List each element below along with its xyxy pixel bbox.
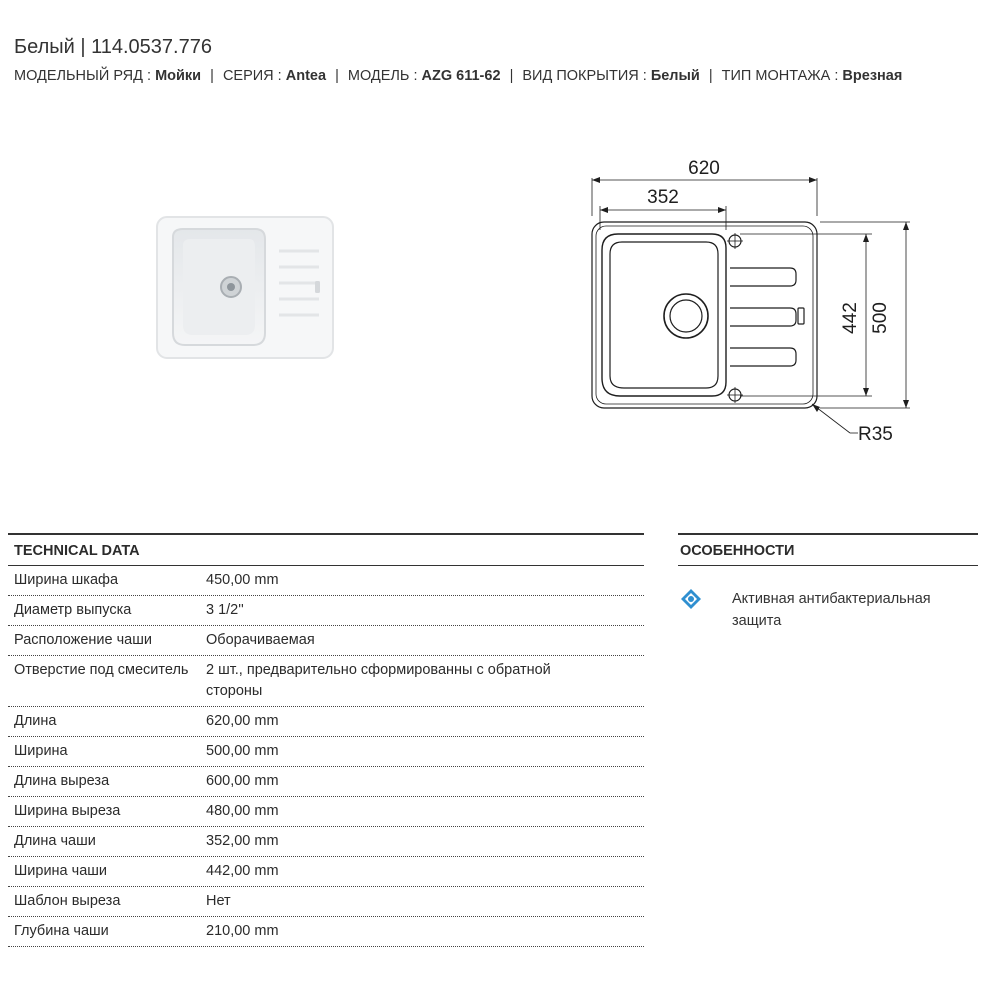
spec-value: 3 1/2'' bbox=[206, 602, 244, 618]
table-row bbox=[8, 917, 644, 947]
meta-value: Белый bbox=[650, 68, 700, 84]
meta-label: МОДЕЛЬНЫЙ РЯД : bbox=[14, 68, 152, 84]
spec-label: Ширина чаши bbox=[14, 863, 108, 879]
table-row bbox=[8, 656, 644, 707]
spec-value: 500,00 mm bbox=[206, 743, 279, 759]
table-row bbox=[8, 566, 644, 596]
feature-text: Активная антибактериальная защита bbox=[732, 591, 931, 629]
spec-value: 480,00 mm bbox=[206, 803, 279, 819]
table-row bbox=[8, 767, 644, 797]
features-panel bbox=[678, 533, 978, 632]
dimension-overall-width: 620 bbox=[688, 158, 720, 179]
dimension-overall-depth: 500 bbox=[870, 302, 891, 334]
table-row bbox=[8, 857, 644, 887]
features-heading: ОСОБЕННОСТИ bbox=[678, 533, 978, 566]
dimension-radius: R35 bbox=[858, 424, 893, 445]
dimension-bowl-depth: 442 bbox=[840, 302, 861, 334]
spec-value: 620,00 mm bbox=[206, 713, 279, 729]
spec-value: 600,00 mm bbox=[206, 773, 279, 789]
meta-value: Врезная bbox=[842, 68, 903, 84]
spec-value: 2 шт., предварительно сформированны с обратной стороны bbox=[206, 662, 551, 699]
meta-label: ТИП МОНТАЖА : bbox=[721, 68, 839, 84]
table-row bbox=[8, 737, 644, 767]
page-title: Белый | 114.0537.776 bbox=[14, 36, 212, 58]
meta-separator: | bbox=[708, 68, 713, 84]
table-row bbox=[8, 596, 644, 626]
spec-label: Ширина выреза bbox=[14, 803, 121, 819]
spec-value: 450,00 mm bbox=[206, 572, 279, 588]
dimension-bowl-width: 352 bbox=[647, 187, 679, 208]
meta-separator: | bbox=[210, 68, 214, 84]
meta-value: Мойки bbox=[155, 68, 202, 84]
spec-label: Длина чаши bbox=[14, 833, 96, 849]
spec-label: Шаблон выреза bbox=[14, 893, 121, 909]
sink-photo bbox=[155, 215, 335, 360]
technical-data-table bbox=[8, 533, 644, 947]
product-meta bbox=[14, 68, 902, 84]
spec-label: Длина выреза bbox=[14, 773, 110, 789]
table-row bbox=[8, 887, 644, 917]
spec-label: Глубина чаши bbox=[14, 923, 109, 939]
table-row bbox=[8, 827, 644, 857]
meta-separator: | bbox=[509, 68, 514, 84]
spec-label: Отверстие под смеситель bbox=[14, 662, 189, 678]
meta-label: ВИД ПОКРЫТИЯ : bbox=[522, 68, 647, 84]
spec-label: Ширина bbox=[14, 743, 68, 759]
spec-value: Оборачиваемая bbox=[206, 632, 315, 648]
spec-label: Диаметр выпуска bbox=[14, 602, 132, 618]
spec-value: 442,00 mm bbox=[206, 863, 279, 879]
spec-label: Длина bbox=[14, 713, 57, 729]
list-item bbox=[678, 588, 978, 632]
antibacterial-badge-icon bbox=[680, 588, 702, 610]
meta-label: МОДЕЛЬ : bbox=[347, 68, 418, 84]
meta-separator: | bbox=[335, 68, 339, 84]
table-row bbox=[8, 707, 644, 737]
spec-value: Нет bbox=[206, 893, 231, 909]
meta-value: Antea bbox=[285, 68, 327, 84]
spec-value: 352,00 mm bbox=[206, 833, 279, 849]
spec-label: Ширина шкафа bbox=[14, 572, 119, 588]
technical-data-heading: TECHNICAL DATA bbox=[8, 533, 644, 566]
spec-value: 210,00 mm bbox=[206, 923, 279, 939]
table-row bbox=[8, 626, 644, 656]
table-row bbox=[8, 797, 644, 827]
meta-value: AZG 611-62 bbox=[421, 68, 501, 84]
sink-technical-drawing bbox=[580, 150, 910, 450]
meta-label: СЕРИЯ : bbox=[222, 68, 282, 84]
spec-label: Расположение чаши bbox=[14, 632, 152, 648]
